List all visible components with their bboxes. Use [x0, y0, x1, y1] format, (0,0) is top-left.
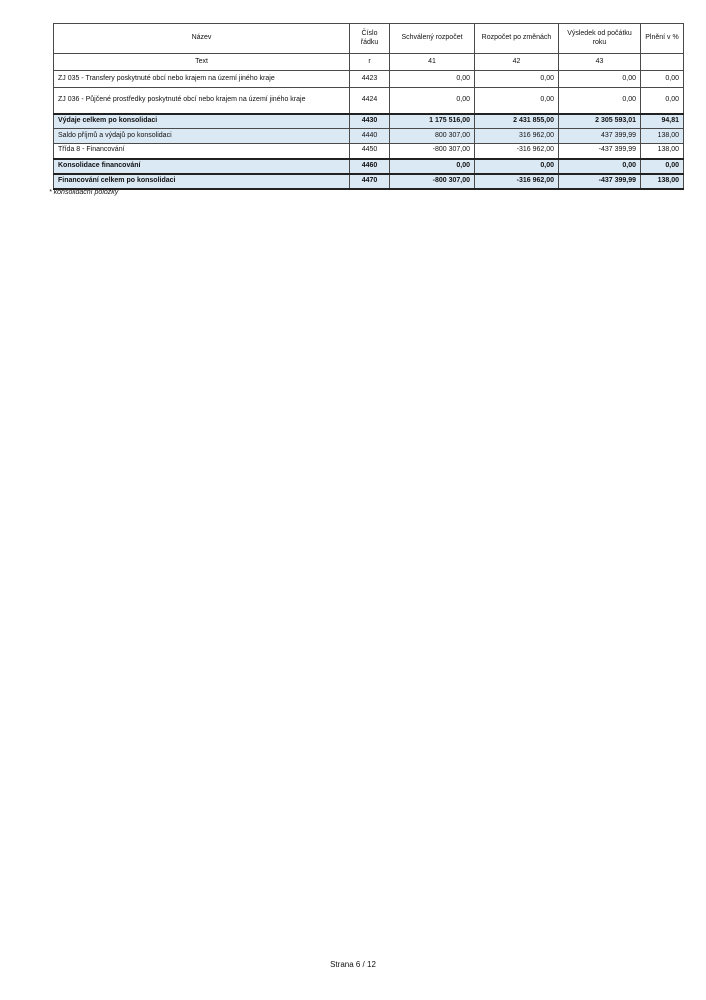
- column-header-cislo-radku: Číslo řádku: [350, 24, 390, 54]
- budget-table: [53, 23, 684, 190]
- row-result-cell: 0,00: [559, 88, 641, 114]
- column-header-rozpocet-po-zmenach: Rozpočet po změnách: [475, 24, 559, 54]
- row-result-cell: -437 399,99: [559, 144, 641, 159]
- row-name-cell: Výdaje celkem po konsolidaci: [54, 114, 350, 129]
- row-budget-after-changes-cell: 0,00: [475, 71, 559, 88]
- row-name-cell: Konsolidace financování: [54, 159, 350, 174]
- row-name-cell: ZJ 035 - Transfery poskytnuté obcí nebo krajem na území jiného kraje: [54, 71, 350, 88]
- row-budget-after-changes-cell: -316 962,00: [475, 174, 559, 189]
- table-subheader-row: [54, 54, 684, 71]
- row-budget-after-changes-cell: 316 962,00: [475, 129, 559, 144]
- row-line-number-cell: 4424: [350, 88, 390, 114]
- row-approved-budget-cell: 0,00: [390, 88, 475, 114]
- subheader-41: 41: [390, 54, 475, 71]
- row-budget-after-changes-cell: 0,00: [475, 88, 559, 114]
- row-line-number-cell: 4423: [350, 71, 390, 88]
- table-row: [54, 129, 684, 144]
- row-approved-budget-cell: 1 175 516,00: [390, 114, 475, 129]
- column-header-nazev: Název: [54, 24, 350, 54]
- table-row: [54, 71, 684, 88]
- row-name-cell: Financování celkem po konsolidaci: [54, 174, 350, 189]
- subheader-42: 42: [475, 54, 559, 71]
- row-name-cell: Saldo příjmů a výdajů po konsolidaci: [54, 129, 350, 144]
- row-result-cell: 437 399,99: [559, 129, 641, 144]
- row-fulfillment-cell: 138,00: [641, 174, 684, 189]
- row-approved-budget-cell: 0,00: [390, 159, 475, 174]
- row-budget-after-changes-cell: 0,00: [475, 159, 559, 174]
- column-header-plneni: Plnění v %: [641, 24, 684, 54]
- row-fulfillment-cell: 94,81: [641, 114, 684, 129]
- row-approved-budget-cell: 800 307,00: [390, 129, 475, 144]
- table-row: [54, 144, 684, 159]
- row-line-number-cell: 4470: [350, 174, 390, 189]
- row-budget-after-changes-cell: 2 431 855,00: [475, 114, 559, 129]
- row-line-number-cell: 4440: [350, 129, 390, 144]
- row-result-cell: 0,00: [559, 159, 641, 174]
- row-line-number-cell: 4450: [350, 144, 390, 159]
- subheader-43: 43: [559, 54, 641, 71]
- row-result-cell: 2 305 593,01: [559, 114, 641, 129]
- row-budget-after-changes-cell: -316 962,00: [475, 144, 559, 159]
- column-header-vysledek-od-pocatku-roku: Výsledek od počátku roku: [559, 24, 641, 54]
- row-approved-budget-cell: -800 307,00: [390, 144, 475, 159]
- row-fulfillment-cell: 0,00: [641, 159, 684, 174]
- consolidation-footnote: * konsolidační položky: [49, 189, 119, 196]
- row-fulfillment-cell: 138,00: [641, 144, 684, 159]
- row-line-number-cell: 4430: [350, 114, 390, 129]
- column-header-schvaleny-rozpocet: Schválený rozpočet: [390, 24, 475, 54]
- table-row-total: [54, 114, 684, 129]
- row-fulfillment-cell: 138,00: [641, 129, 684, 144]
- row-name-cell: ZJ 036 - Půjčené prostředky poskytnuté obcí nebo krajem na území jiného kraje: [54, 88, 350, 114]
- table-header-row: [54, 24, 684, 54]
- row-result-cell: -437 399,99: [559, 174, 641, 189]
- row-approved-budget-cell: -800 307,00: [390, 174, 475, 189]
- row-approved-budget-cell: 0,00: [390, 71, 475, 88]
- subheader-text: Text: [54, 54, 350, 71]
- row-fulfillment-cell: 0,00: [641, 88, 684, 114]
- table-row-total: [54, 174, 684, 189]
- row-line-number-cell: 4460: [350, 159, 390, 174]
- subheader-empty: [641, 54, 684, 71]
- table-row-total: [54, 159, 684, 174]
- subheader-r: r: [350, 54, 390, 71]
- row-fulfillment-cell: 0,00: [641, 71, 684, 88]
- row-result-cell: 0,00: [559, 71, 641, 88]
- row-name-cell: Třída 8 - Financování: [54, 144, 350, 159]
- table-row: [54, 88, 684, 114]
- page-number: Strana 6 / 12: [330, 960, 376, 969]
